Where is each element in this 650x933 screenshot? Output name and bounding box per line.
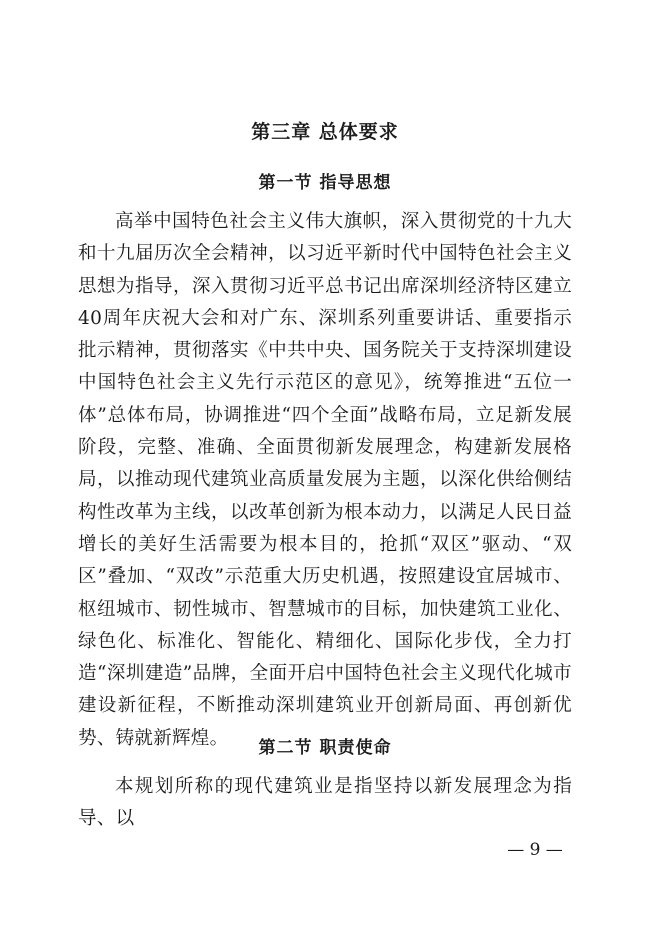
paragraph-guiding-ideology: 高举中国特色社会主义伟大旗帜，深入贯彻党的十九大和十九届历次全会精神，以习近平新时代中国特色社会主义思想为指导，深入贯彻习近平总书记出席深圳经济特区建立40周年庆祝大会和对广东、深圳系列重要讲话、重要指示批示精神，贯彻落实《中共中央、国务院关于支持深圳建设中国特色社会主义先行示范区的意见》，统筹推进“五位一体”总体布局，协调推进“四个全面”战略布局，立足新发展阶段，完整、准确、全面贯彻新发展理念，构建新发展格局，以推动现代建筑业高质量发展为主题，以深化供给侧结构性改革为主线，以改革创新为根本动力，以满足人民日益增长的美好生活需要为根本目的，抢抓“双区”驱动、“双区”叠加、“双改”示范重大历史机遇，按照建设宜居城市、枢纽城市、韧性城市、智慧城市的目标，加快建筑工业化、绿色化、标准化、智能化、精细化、国际化步伐，全力打造“深圳建造”品牌，全面开启中国特色社会主义现代化城市建设新征程，不断推动深圳建筑业开创新局面、再创新优势、铸就新辉煌。 [78,211,572,749]
section-title-guiding-ideology: 第一节 指导思想 [258,173,392,193]
paragraph-responsibility-mission: 本规划所称的现代建筑业是指坚持以新发展理念为指导、以 [78,776,572,830]
page-number: — 9 — [507,840,563,860]
chapter-title: 第三章 总体要求 [251,121,399,143]
section-title-responsibility-mission: 第二节 职责使命 [258,738,392,758]
